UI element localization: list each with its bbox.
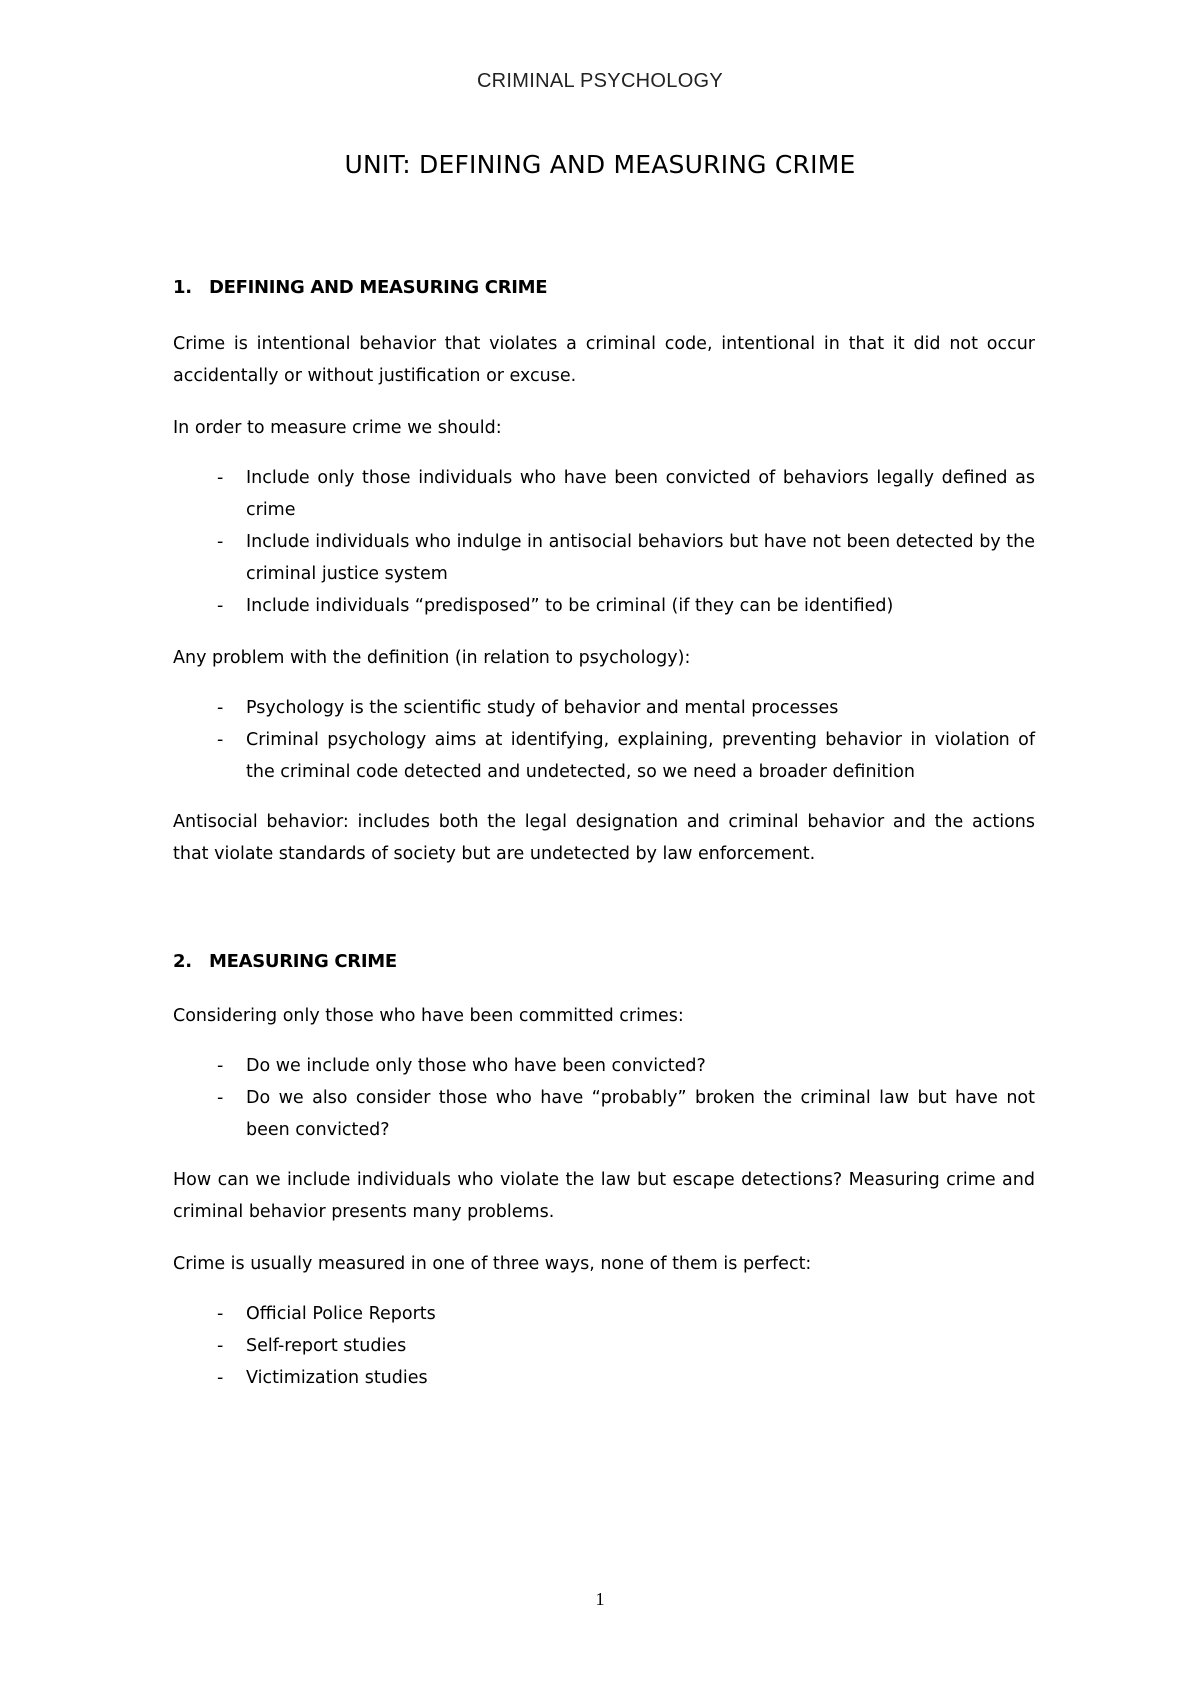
ways-list	[173, 1298, 1035, 1394]
list-item-text: Self-report studies	[246, 1336, 407, 1356]
section-2-number: 2.	[173, 951, 192, 972]
list-item	[173, 590, 1035, 622]
list-item-text: Do we include only those who have been convicted?	[246, 1056, 706, 1076]
section-1-number: 1.	[173, 277, 192, 298]
bullet-dash: -	[217, 730, 224, 750]
bullet-dash: -	[217, 1304, 224, 1324]
running-header: CRIMINAL PSYCHOLOGY	[476, 70, 724, 92]
list-item	[173, 1330, 1035, 1362]
bullet-dash: -	[217, 532, 224, 552]
list-item	[173, 1050, 1035, 1082]
list-item	[173, 526, 1035, 590]
bullet-dash: -	[217, 596, 224, 616]
ways-intro: Crime is usually measured in one of three ways, none of them is perfect:	[173, 1254, 812, 1274]
bullet-dash: -	[217, 698, 224, 718]
list-item	[173, 1362, 1035, 1394]
unit-title: UNIT: DEFINING AND MEASURING CRIME	[344, 150, 856, 179]
list-item-text: Criminal psychology aims at identifying, explaining, preventing behavior in violation of the criminal code detected and undetected, so we need a broader definition	[246, 730, 1035, 782]
list-item	[173, 462, 1035, 526]
section-1-title: DEFINING AND MEASURING CRIME	[209, 277, 548, 298]
list-item	[173, 692, 1035, 724]
bullet-dash: -	[217, 1336, 224, 1356]
section-2-heading	[173, 946, 1035, 978]
detection-question-paragraph: How can we include individuals who violate the law but escape detections? Measuring crime and criminal behavior presents many problems.	[173, 1170, 1035, 1222]
problem-intro: Any problem with the definition (in relation to psychology):	[173, 648, 691, 668]
list-item-text: Include individuals “predisposed” to be criminal (if they can be identified)	[246, 596, 894, 616]
list-item-text: Official Police Reports	[246, 1304, 436, 1324]
list-item	[173, 1298, 1035, 1330]
section-2-title: MEASURING CRIME	[209, 951, 397, 972]
page-number: 1	[595, 1589, 605, 1609]
list-item	[173, 724, 1035, 788]
list-item-text: Include only those individuals who have been convicted of behaviors legally defined as crime	[246, 468, 1035, 520]
section-1-heading	[173, 272, 1035, 304]
problem-list	[173, 692, 1035, 788]
crime-definition-paragraph: Crime is intentional behavior that violates a criminal code, intentional in that it did not occur accidentally or without justification or excuse.	[173, 334, 1035, 386]
measure-intro: In order to measure crime we should:	[173, 418, 502, 438]
considering-list	[173, 1050, 1035, 1146]
antisocial-behavior-paragraph: Antisocial behavior: includes both the legal designation and criminal behavior and the actions that violate standards of society but are undetected by law enforcement.	[173, 812, 1035, 864]
bullet-dash: -	[217, 1056, 224, 1076]
list-item-text: Psychology is the scientific study of behavior and mental processes	[246, 698, 839, 718]
bullet-dash: -	[217, 468, 224, 488]
measure-list	[173, 462, 1035, 622]
bullet-dash: -	[217, 1368, 224, 1388]
list-item	[173, 1082, 1035, 1146]
bullet-dash: -	[217, 1088, 224, 1108]
list-item-text: Include individuals who indulge in antisocial behaviors but have not been detected by the criminal justice system	[246, 532, 1035, 584]
considering-intro: Considering only those who have been committed crimes:	[173, 1006, 684, 1026]
list-item-text: Victimization studies	[246, 1368, 428, 1388]
list-item-text: Do we also consider those who have “probably” broken the criminal law but have not been convicted?	[246, 1088, 1035, 1140]
